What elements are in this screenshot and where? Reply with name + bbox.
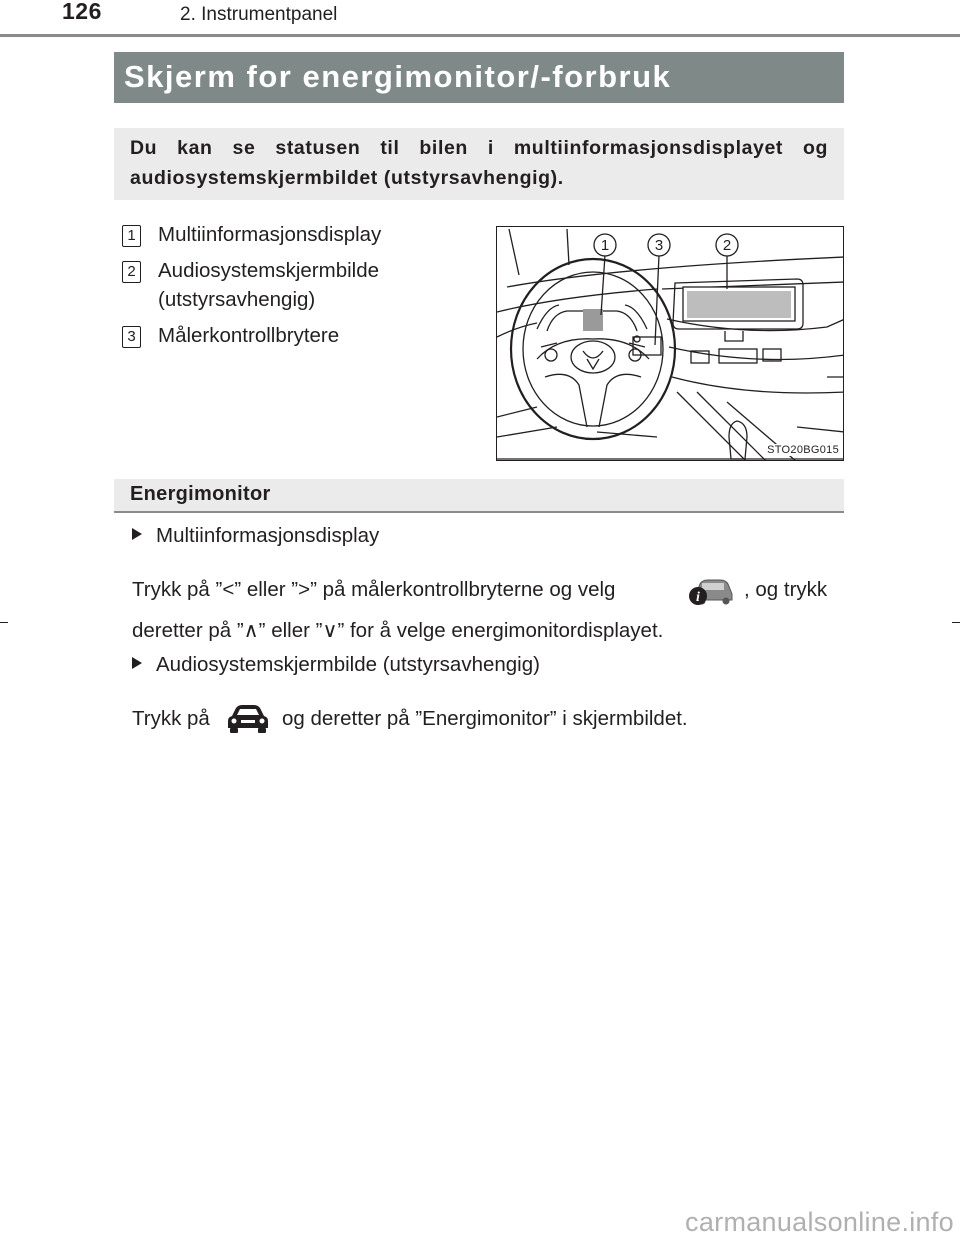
bullet-label: Multiinformasjonsdisplay: [156, 524, 380, 547]
subsection-heading: [114, 479, 844, 513]
section-title-bar: [114, 52, 844, 103]
instruction-line-2: [132, 618, 663, 643]
crop-mark-left: [0, 622, 8, 623]
intro-text: Du kan se statusen til bilen i multiinformasjonsdisplayet og audiosystemskjermbildet (utstyrsavhengig).: [130, 137, 828, 189]
instruction-text: , og trykk: [744, 578, 828, 601]
header-rule: [0, 34, 960, 37]
page-number: 126: [62, 0, 102, 24]
bullet-multi-info: [132, 524, 379, 548]
figure-code: STO20BG015: [767, 444, 839, 456]
legend-number: 3: [122, 326, 141, 348]
section-title: Skjerm for energimonitor/-forbruk: [124, 59, 672, 94]
instruction-line-1: [132, 578, 615, 602]
dashboard-illustration: [496, 226, 844, 461]
legend-label: Audiosystemskjermbilde: [158, 259, 380, 282]
instruction-text: Trykk på: [132, 707, 210, 730]
legend-label-cont: (utstyrsavhengig): [158, 288, 316, 311]
triangle-bullet-icon: [132, 657, 142, 669]
vehicle-info-icon: [688, 572, 736, 613]
triangle-bullet-icon: [132, 528, 142, 540]
callout-2: 2: [722, 237, 732, 254]
crop-mark-right: [952, 622, 960, 623]
instruction-text: Trykk på ”<” eller ”>” på målerkontrollbryterne og velg: [132, 578, 616, 601]
bullet-label: Audiosystemskjermbilde (utstyrsavhengig): [156, 653, 540, 676]
legend-label: Målerkontrollbrytere: [158, 324, 340, 347]
legend-label: Multiinformasjonsdisplay: [158, 223, 382, 246]
callout-3: 3: [654, 237, 664, 254]
audio-instruction: [132, 707, 210, 731]
dashboard-drawing: [497, 227, 844, 461]
svg-text:i: i: [696, 590, 700, 605]
car-icon: [226, 702, 270, 741]
legend-number: 2: [122, 261, 141, 283]
legend-number: 1: [122, 225, 141, 247]
watermark: carmanualsonline.info: [685, 1207, 954, 1237]
instruction-text: deretter på ”∧” eller ”∨” for å velge energimonitordisplayet.: [132, 619, 664, 642]
running-head: 2. Instrumentpanel: [180, 4, 338, 25]
intro-box: [114, 128, 844, 200]
subsection-title: Energimonitor: [130, 483, 271, 505]
instruction-text: og deretter på ”Energimonitor” i skjermbildet.: [282, 707, 688, 730]
audio-instruction-end: [282, 707, 688, 731]
instruction-line-1-end: [744, 578, 827, 602]
callout-1: 1: [600, 237, 610, 254]
bullet-audio-screen: [132, 653, 540, 677]
